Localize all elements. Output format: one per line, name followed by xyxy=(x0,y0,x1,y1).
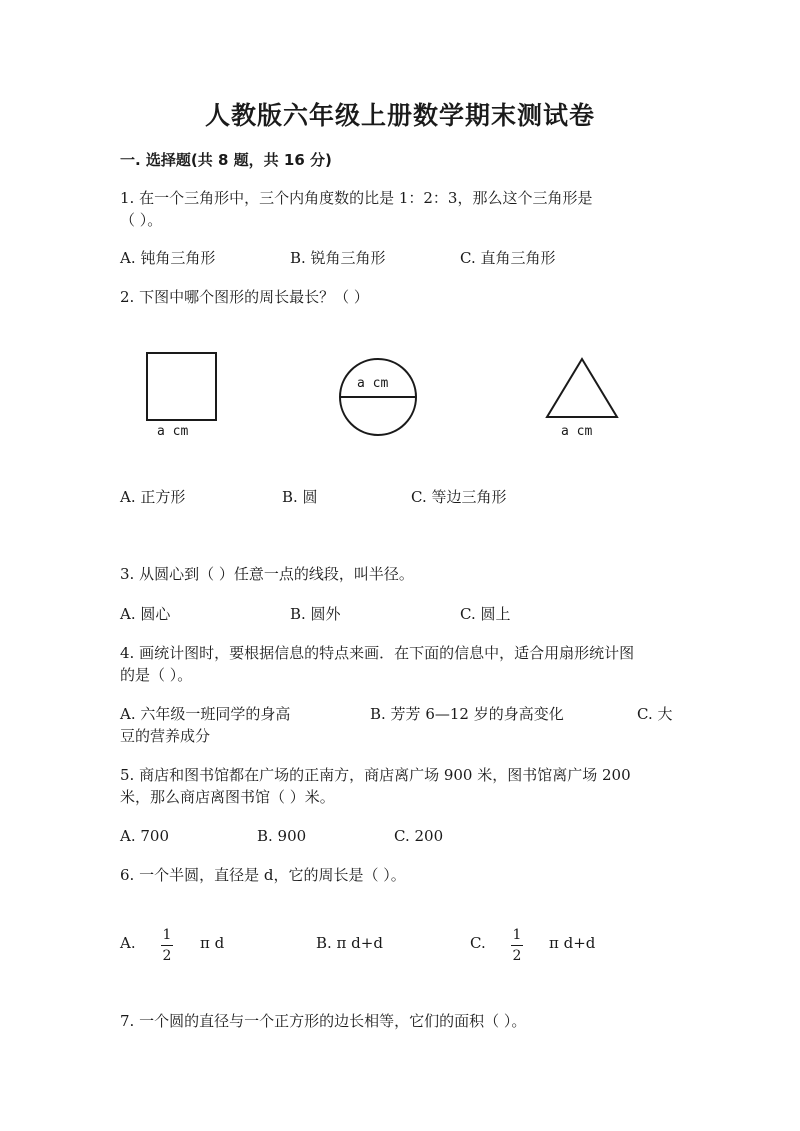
question-4-text-cont: 的是（ ）。 xyxy=(120,666,193,684)
question-4-option-b[interactable]: B. 芳芳 6—12 岁的身高变化 xyxy=(370,705,564,723)
question-5-text-cont: 米，那么商店离图书馆（ ）米。 xyxy=(120,788,335,806)
question-1-text-cont: （ ）。 xyxy=(120,211,163,229)
triangle-shape xyxy=(547,359,617,417)
question-7-text: 7. 一个圆的直径与一个正方形的边长相等，它们的面积（ ）。 xyxy=(120,1012,527,1030)
question-6-text: 6. 一个半圆，直径是 d，它的周长是（ ）。 xyxy=(120,866,406,884)
question-5-text: 5. 商店和图书馆都在广场的正南方，商店离广场 900 米，图书馆离广场 200 xyxy=(120,766,631,784)
circle-diameter-label: a cm xyxy=(357,376,389,391)
option-a-letter: A. xyxy=(120,934,136,952)
option-c-letter: C. xyxy=(470,934,486,952)
square-side-label: a cm xyxy=(157,424,189,439)
question-3-text: 3. 从圆心到（ ）任意一点的线段，叫半径。 xyxy=(120,565,414,583)
question-4-option-a[interactable]: A. 六年级一班同学的身高 xyxy=(120,705,291,723)
question-3-option-a[interactable]: A. 圆心 xyxy=(120,605,171,623)
question-2-option-b[interactable]: B. 圆 xyxy=(282,488,318,506)
question-1-option-c[interactable]: C. 直角三角形 xyxy=(460,249,556,267)
question-4-option-c-cont[interactable]: 豆的营养成分 xyxy=(120,727,211,745)
option-a-numerator: 1 xyxy=(162,927,172,943)
section-heading: 一. 选择题(共 8 题，共 16 分) xyxy=(120,151,332,169)
option-c-expression: π d+d xyxy=(549,934,596,952)
question-2-option-a[interactable]: A. 正方形 xyxy=(120,488,186,506)
option-a-fraction xyxy=(160,927,174,964)
fraction-bar xyxy=(511,945,523,946)
triangle-side-label: a cm xyxy=(561,424,593,439)
option-c-denominator: 2 xyxy=(512,948,522,964)
question-5-option-b[interactable]: B. 900 xyxy=(257,827,307,845)
question-1-option-a[interactable]: A. 钝角三角形 xyxy=(120,249,216,267)
question-1-text: 1. 在一个三角形中，三个内角度数的比是 1：2：3，那么这个三角形是 xyxy=(120,189,593,207)
question-4-option-c[interactable]: C. 大 xyxy=(637,705,673,723)
question-4-text: 4. 画统计图时，要根据信息的特点来画．在下面的信息中，适合用扇形统计图 xyxy=(120,644,635,662)
question-5-option-c[interactable]: C. 200 xyxy=(394,827,444,845)
option-a-expression: π d xyxy=(200,934,225,952)
question-2-figures xyxy=(0,340,800,450)
option-a-denominator: 2 xyxy=(162,948,172,964)
question-3-option-b[interactable]: B. 圆外 xyxy=(290,605,341,623)
option-c-fraction xyxy=(510,927,524,964)
square-shape xyxy=(147,353,216,420)
question-3-option-c[interactable]: C. 圆上 xyxy=(460,605,511,623)
question-2-text: 2. 下图中哪个图形的周长最长？（ ） xyxy=(120,288,369,306)
question-2-option-c[interactable]: C. 等边三角形 xyxy=(411,488,507,506)
option-c-numerator: 1 xyxy=(512,927,522,943)
question-5-option-a[interactable]: A. 700 xyxy=(120,827,169,845)
question-6-option-c[interactable] xyxy=(470,932,486,954)
question-1-option-b[interactable]: B. 锐角三角形 xyxy=(290,249,386,267)
fraction-bar xyxy=(161,945,173,946)
page-title: 人教版六年级上册数学期末测试卷 xyxy=(204,101,595,130)
question-6-option-b[interactable]: B. π d+d xyxy=(316,934,383,952)
question-6-option-a[interactable] xyxy=(120,932,136,954)
